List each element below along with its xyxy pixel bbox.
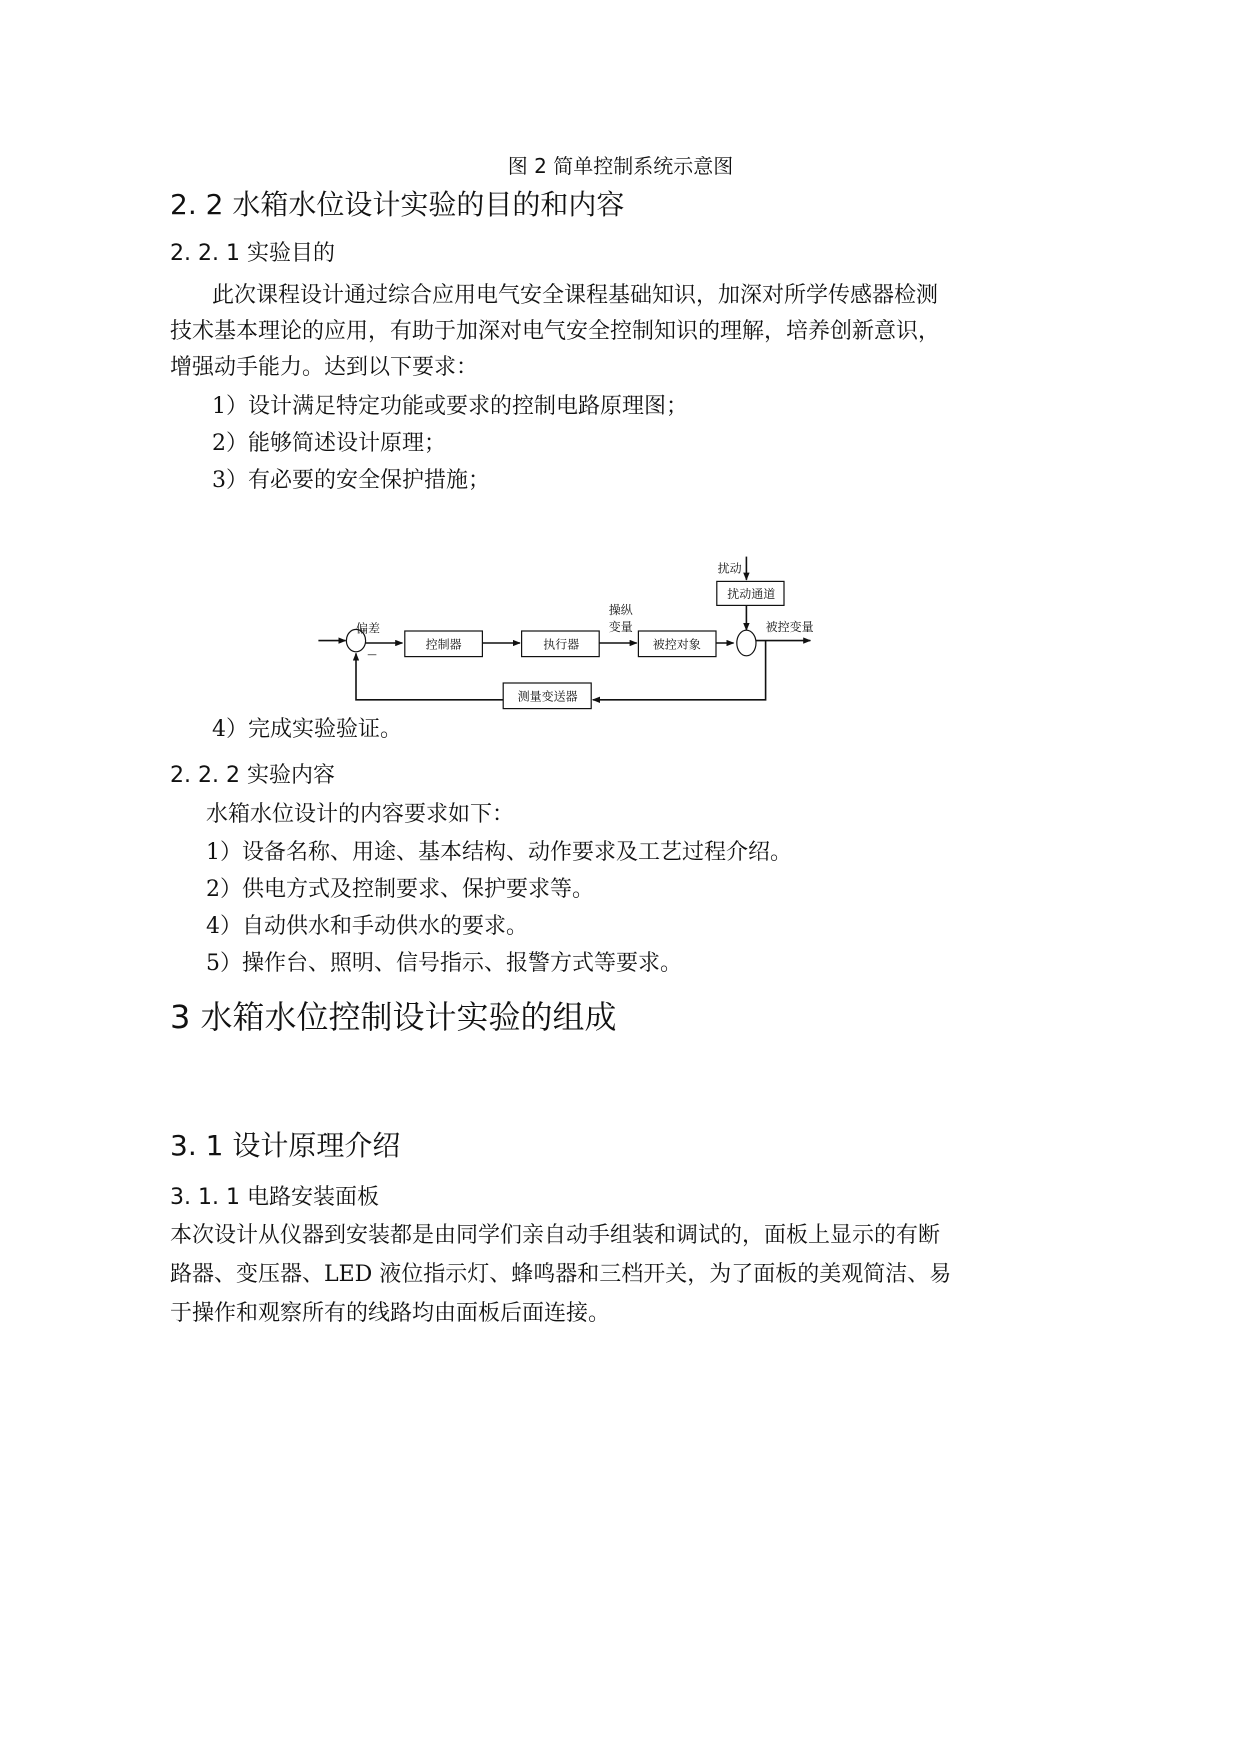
minus-sign: — [367, 649, 377, 661]
feedback-return-line [356, 653, 503, 699]
paragraph-line: 路器、变压器、LED 液位指示灯、蜂鸣器和三档开关，为了面板的美观简洁、易 [170, 1262, 952, 1287]
paragraph-line: 技术基本理论的应用，有助于加深对电气安全控制知识的理解，培养创新意识， [170, 319, 941, 344]
manipulated-variable-label-2: 变量 [608, 620, 633, 634]
list-item: 4）完成实验验证。 [212, 717, 402, 742]
paragraph-line: 增强动手能力。达到以下要求： [170, 355, 479, 380]
controller-label: 控制器 [425, 637, 462, 652]
controlled-variable-label: 被控变量 [765, 620, 814, 634]
list-item: 3）有必要的安全保护措施； [212, 468, 490, 493]
summing-junction [737, 630, 756, 656]
subsection-heading-2-2-1: 2. 2. 1 实验目的 [170, 241, 335, 266]
paragraph-line: 此次课程设计通过综合应用电气安全课程基础知识，加深对所学传感器检测 [212, 283, 939, 308]
paragraph-line: 本次设计从仪器到安装都是由同学们亲自动手组装和调试的，面板上显示的有断 [170, 1223, 941, 1248]
list-item: 1）设备名称、用途、基本结构、动作要求及工艺过程介绍。 [206, 840, 792, 865]
paragraph-line: 于操作和观察所有的线路均由面板后面连接。 [170, 1301, 611, 1326]
transmitter-label: 测量变送器 [517, 689, 578, 704]
deviation-label: 偏差 [356, 621, 381, 636]
manipulated-variable-label-1: 操纵 [608, 603, 633, 618]
disturbance-label: 扰动 [717, 561, 742, 576]
disturbance-channel-label: 扰动通道 [727, 587, 776, 602]
list-item: 4）自动供水和手动供水的要求。 [206, 914, 528, 939]
section-heading-2-2: 2. 2 水箱水位设计实验的目的和内容 [170, 188, 625, 221]
actuator-label: 执行器 [543, 637, 580, 652]
controlled-object-label: 被控对象 [652, 637, 701, 652]
list-item: 2）能够简述设计原理； [212, 431, 446, 456]
figure-caption: 图 2 简单控制系统示意图 [507, 154, 734, 178]
paragraph-line: 水箱水位设计的内容要求如下： [206, 802, 515, 827]
list-item: 5）操作台、照明、信号指示、报警方式等要求。 [206, 951, 682, 976]
list-item: 1）设计满足特定功能或要求的控制电路原理图； [212, 394, 688, 419]
subsection-heading-2-2-2: 2. 2. 2 实验内容 [170, 763, 335, 788]
control-system-diagram [270, 555, 890, 715]
list-item: 2）供电方式及控制要求、保护要求等。 [206, 877, 594, 902]
section-heading-3-1: 3. 1 设计原理介绍 [170, 1129, 401, 1162]
section-heading-3: 3 水箱水位控制设计实验的组成 [170, 998, 617, 1036]
subsection-heading-3-1-1: 3. 1. 1 电路安装面板 [170, 1185, 379, 1210]
